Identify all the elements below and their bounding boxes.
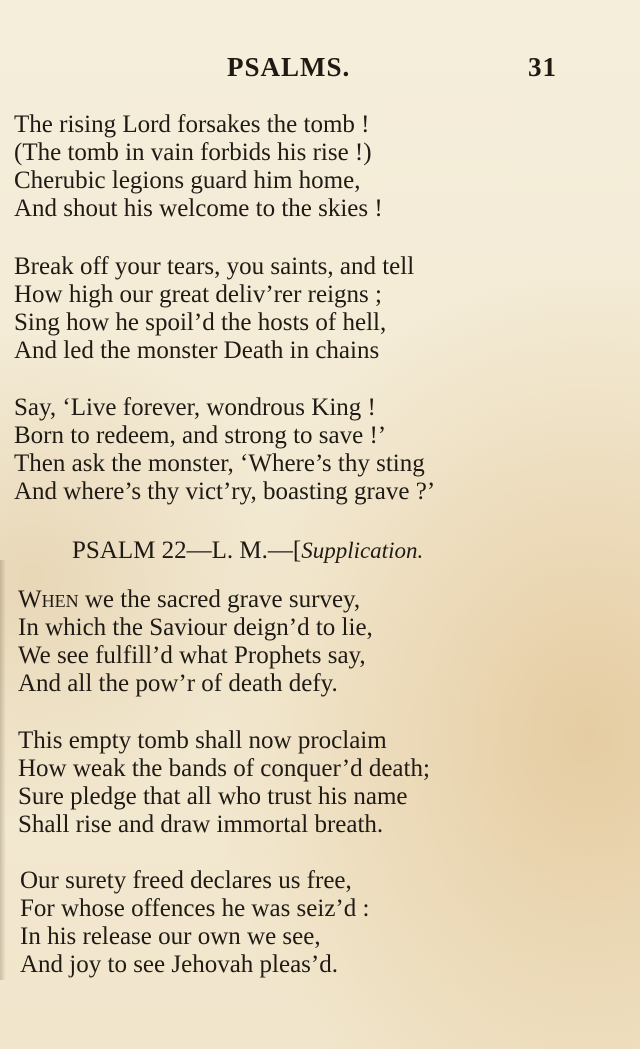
running-title: PSALMS. (227, 52, 351, 82)
gutter-shadow (0, 560, 6, 980)
verse-line: In which the Saviour deign’d to lie, (18, 614, 373, 641)
verse-line: Say, ‘Live forever, wondrous King ! (14, 394, 376, 421)
verse-line: And all the pow’r of death defy. (18, 670, 338, 697)
psalm-subject: Supplication. (301, 538, 424, 563)
verse-line: Break off your tears, you saints, and tell (14, 253, 415, 280)
verse-line: Then ask the monster, ‘Where’s thy sting (14, 450, 425, 477)
verse-line: And led the monster Death in chains (14, 337, 380, 364)
verse-line: Cherubic legions guard him home, (14, 167, 361, 194)
verse-line: Sure pledge that all who trust his name (18, 783, 408, 810)
verse-line: And joy to see Jehovah pleas’d. (20, 951, 338, 978)
psalm-heading (72, 537, 423, 565)
psalm-number-meter: PSALM 22—L. M.—[ (72, 537, 302, 564)
verse-line: In his release our own we see, (20, 923, 321, 950)
verse-line: For whose offences he was seiz’d : (20, 895, 370, 922)
page-number: 31 (528, 52, 557, 82)
verse-line: Sing how he spoil’d the hosts of hell, (14, 309, 387, 336)
verse-line: How high our great deliv’rer reigns ; (14, 281, 382, 308)
verse-line: How weak the bands of conquer’d death; (18, 755, 430, 782)
verse-line: This empty tomb shall now proclaim (18, 727, 387, 754)
drop-word: When (18, 586, 79, 613)
verse-line: Shall rise and draw immortal breath. (18, 811, 384, 838)
verse-line: Born to redeem, and strong to save !’ (14, 422, 387, 449)
verse-line: And where’s thy vict’ry, boasting grave ?’ (14, 478, 436, 505)
verse-line: We see fulfill’d what Prophets say, (18, 642, 366, 669)
verse-line: (The tomb in vain forbids his rise !) (14, 139, 372, 166)
verse-line: The rising Lord forsakes the tomb ! (14, 111, 370, 138)
verse-line: Our surety freed declares us free, (20, 867, 352, 894)
verse-line: And shout his welcome to the skies ! (14, 195, 383, 222)
verse-line: When we the sacred grave survey, (18, 586, 361, 613)
